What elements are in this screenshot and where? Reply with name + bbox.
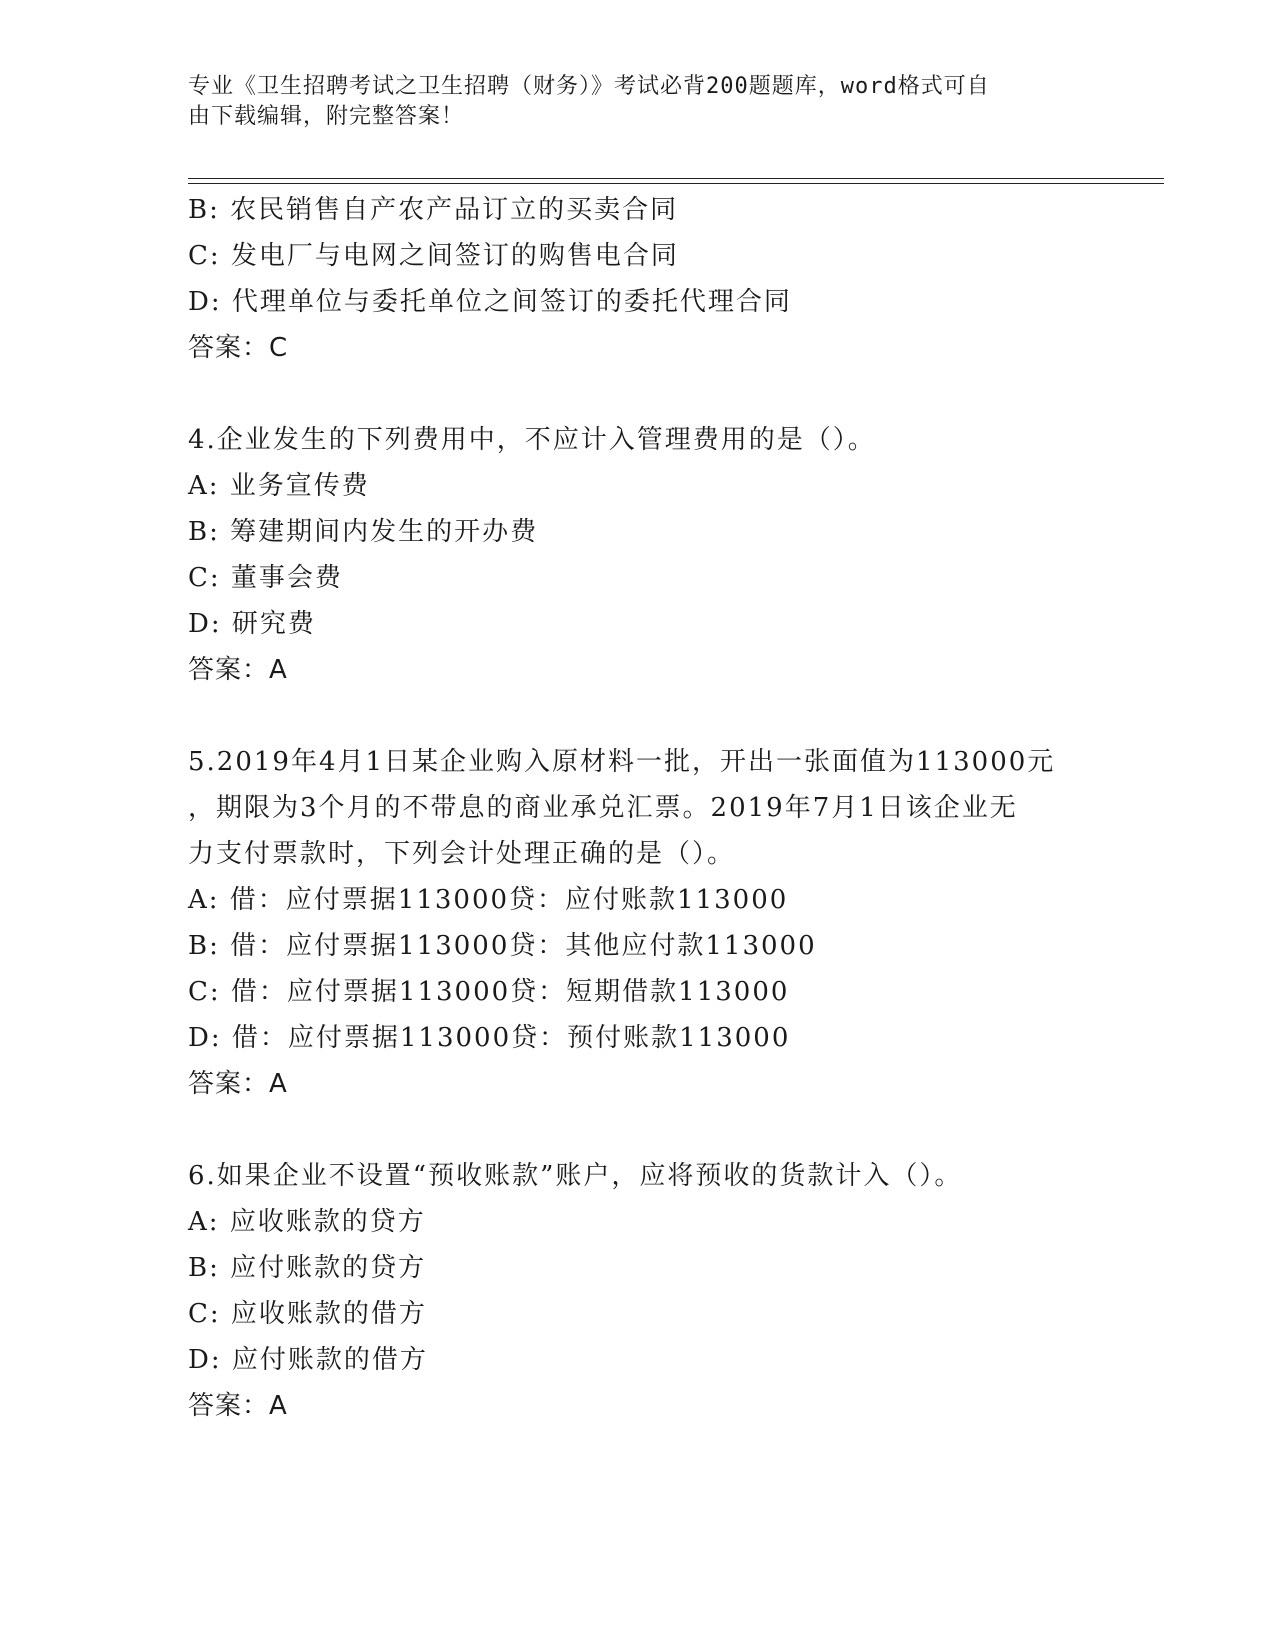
option-c: C: 应收账款的借方 — [188, 1299, 427, 1329]
option-a: A: 应收账款的贷方 — [188, 1207, 426, 1237]
answer-line: 答案：C — [188, 333, 289, 363]
question-5 — [188, 739, 1088, 1107]
spacer — [188, 371, 1088, 417]
option-b: B: 农民销售自产农产品订立的买卖合同 — [188, 195, 679, 225]
question-stem-line-2: ，期限为3个月的不带息的商业承兑汇票。2019年7月1日该企业无 — [188, 793, 1018, 823]
header-line-1: 专业《卫生招聘考试之卫生招聘（财务）》考试必背200题题库，word格式可自 — [188, 74, 990, 99]
option-b: B: 筹建期间内发生的开办费 — [188, 517, 539, 547]
option-b: B: 借：应付票据113000贷：其他应付款113000 — [188, 931, 817, 961]
question-4 — [188, 417, 1088, 693]
spacer — [188, 1107, 1088, 1153]
option-d: D: 应付账款的借方 — [188, 1345, 428, 1375]
option-d: D: 借：应付票据113000贷：预付账款113000 — [188, 1023, 791, 1053]
question-3-partial — [188, 187, 1088, 371]
answer-line: 答案：A — [188, 1391, 288, 1421]
option-a: A: 业务宣传费 — [188, 471, 370, 501]
header-line-2: 由下载编辑，附完整答案！ — [188, 104, 465, 129]
option-c: C: 发电厂与电网之间签订的购售电合同 — [188, 241, 679, 271]
document-header — [188, 72, 1068, 132]
question-stem-line-1: 5.2019年4月1日某企业购入原材料一批，开出一张面值为113000元 — [188, 747, 1056, 777]
answer-line: 答案：A — [188, 655, 288, 685]
question-list — [188, 187, 1088, 1429]
answer-line: 答案：A — [188, 1069, 288, 1099]
option-c: C: 董事会费 — [188, 563, 343, 593]
question-stem: 6.如果企业不设置“预收账款”账户，应将预收的货款计入（）。 — [188, 1161, 963, 1191]
header-divider-bottom — [188, 183, 1164, 184]
question-stem: 4.企业发生的下列费用中，不应计入管理费用的是（）。 — [188, 425, 876, 455]
option-a: A: 借：应付票据113000贷：应付账款113000 — [188, 885, 789, 915]
question-6 — [188, 1153, 1088, 1429]
option-d: D: 研究费 — [188, 609, 316, 639]
option-d: D: 代理单位与委托单位之间签订的委托代理合同 — [188, 287, 792, 317]
option-c: C: 借：应付票据113000贷：短期借款113000 — [188, 977, 790, 1007]
question-stem-line-3: 力支付票款时，下列会计处理正确的是（）。 — [188, 839, 736, 869]
header-divider-top — [188, 178, 1164, 179]
spacer — [188, 693, 1088, 739]
option-b: B: 应付账款的贷方 — [188, 1253, 427, 1283]
